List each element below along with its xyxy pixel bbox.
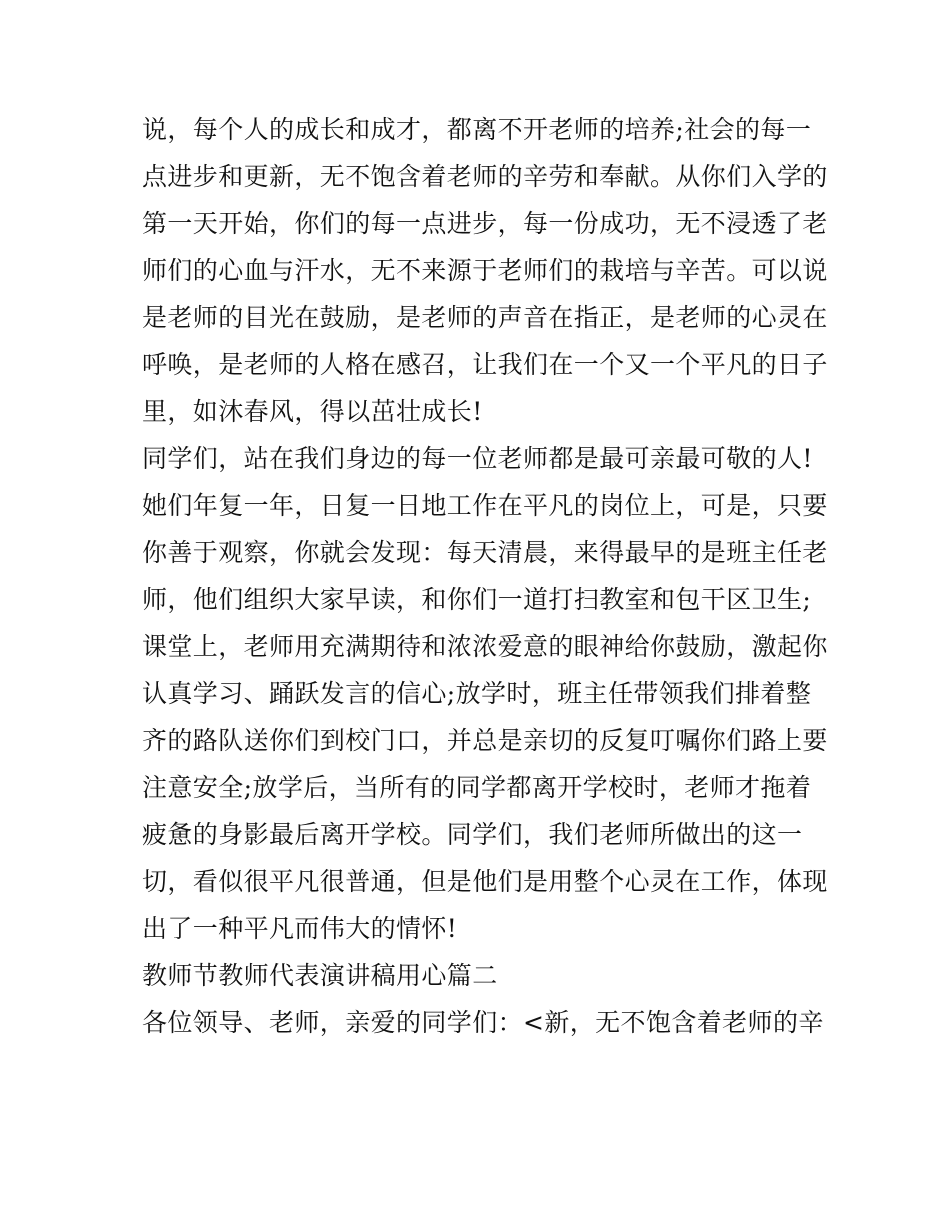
text-line: 同学们，站在我们身边的每一位老师都是最可亲最可敬的人!: [142, 444, 813, 473]
text-line: 切，看似很平凡很普通，但是他们是用整个心灵在工作，体现: [142, 867, 828, 896]
text-line: 你善于观察，你就会发现：每天清晨，来得最早的是班主任老: [142, 538, 828, 567]
text-line: 里，如沐春风，得以茁壮成长!: [142, 397, 483, 426]
text-line: 点进步和更新，无不饱含着老师的辛劳和奉献。从你们入学的: [142, 162, 828, 191]
text-line: 呼唤，是老师的人格在感召，让我们在一个又一个平凡的日子: [142, 350, 828, 379]
section-heading: 教师节教师代表演讲稿用心篇二: [142, 961, 498, 990]
text-line: 师们的心血与汗水，无不来源于老师们的栽培与辛苦。可以说: [142, 256, 828, 285]
text-line: 注意安全;放学后，当所有的同学都离开学校时，老师才拖着: [142, 773, 812, 802]
text-line: 第一天开始，你们的每一点进步，每一份成功，无不浸透了老: [142, 209, 828, 238]
text-line: 各位领导、老师，亲爱的同学们：<新，无不饱含着老师的辛: [142, 1008, 824, 1037]
text-line: 是老师的目光在鼓励，是老师的声音在指正，是老师的心灵在: [142, 303, 828, 332]
text-line: 认真学习、踊跃发言的信心;放学时，班主任带领我们排着整: [142, 679, 812, 708]
text-line: 她们年复一年，日复一日地工作在平凡的岗位上，可是，只要: [142, 491, 828, 520]
text-line: 齐的路队送你们到校门口，并总是亲切的反复叮嘱你们路上要: [142, 726, 828, 755]
text-line: 出了一种平凡而伟大的情怀!: [142, 914, 458, 943]
text-line: 疲惫的身影最后离开学校。同学们，我们老师所做出的这一: [142, 820, 803, 849]
text-line: 师，他们组织大家早读，和你们一道打扫教室和包干区卫生;: [142, 585, 812, 614]
text-line: 说，每个人的成长和成才，都离不开老师的培养;社会的每一: [142, 115, 812, 144]
text-line: 课堂上，老师用充满期待和浓浓爱意的眼神给你鼓励，激起你: [142, 632, 828, 661]
document-body: [142, 106, 828, 1046]
